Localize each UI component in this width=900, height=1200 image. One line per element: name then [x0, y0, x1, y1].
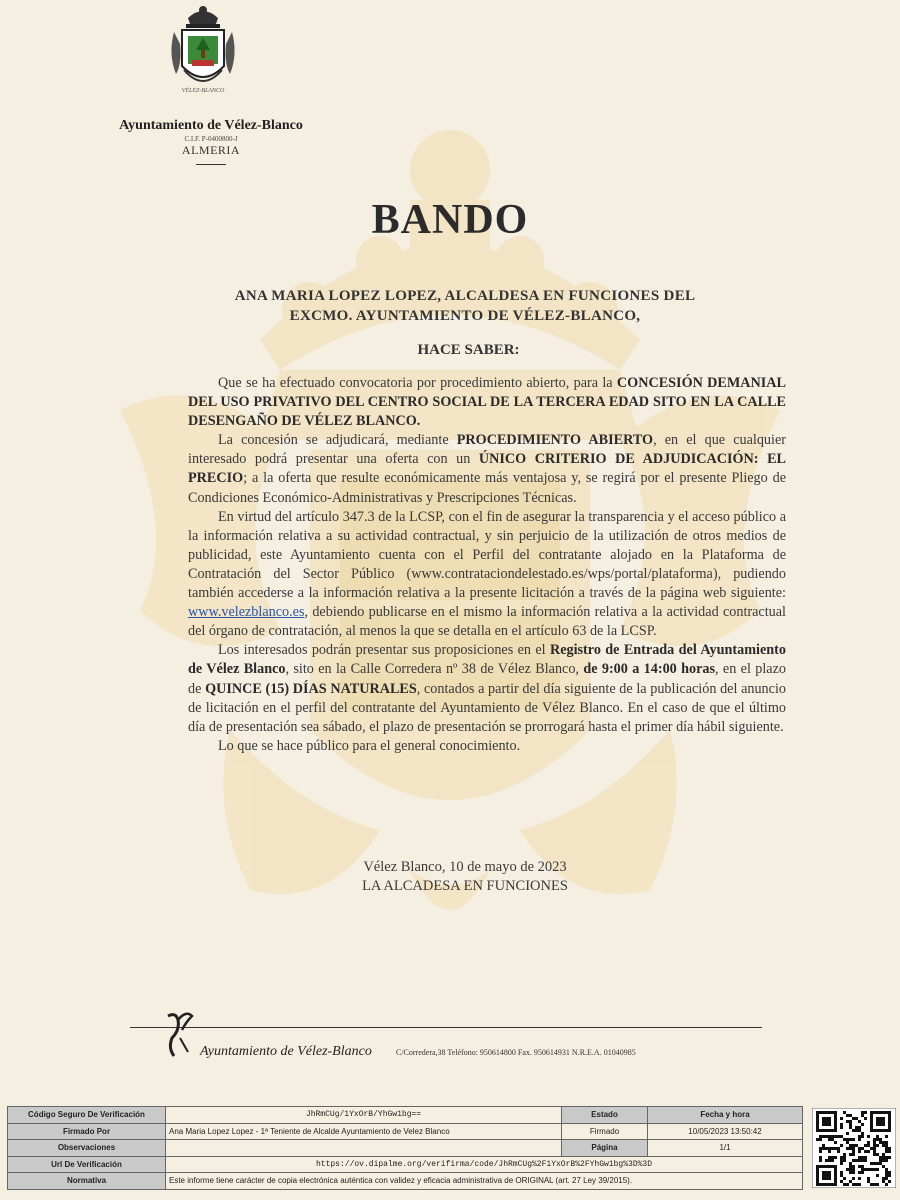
- document-title: BANDO: [371, 197, 529, 243]
- p4-bold-f: QUINCE (15) DÍAS NATURALES: [205, 680, 417, 697]
- paragraph-2: [188, 431, 786, 507]
- pagina-label: Página: [562, 1140, 648, 1157]
- website-link[interactable]: www.velezblanco.es: [188, 604, 305, 621]
- letterhead: [80, 118, 342, 165]
- paragraph-3: [188, 508, 786, 642]
- p2-text-e: ; a la oferta que resulte económicamente más ventajosa y, se regirá por el presente Pliego de Condiciones Económico-Administrativas y Prescripciones Técnicas.: [188, 470, 786, 506]
- pagina-value: 1/1: [648, 1140, 803, 1157]
- issuer-heading: [190, 286, 740, 326]
- url-label: Url De Verificación: [8, 1156, 166, 1173]
- p2-bold-b: PROCEDIMIENTO ABIERTO: [456, 432, 654, 449]
- letterhead-divider: [196, 164, 226, 165]
- p2-bold-d: ÚNICO CRITERIO DE ADJUDICACIÓN: EL PRECIO: [188, 451, 786, 487]
- table-row: [8, 1156, 803, 1173]
- org-province: ALMERIA: [181, 143, 241, 157]
- p1-bold: CONCESIÓN DEMANIAL DEL USO PRIVATIVO DEL CENTRO SOCIAL DE LA TERCERA EDAD SITO EN LA CALLE DESENGAÑO DE VÉLEZ BLANCO.: [188, 375, 786, 430]
- crest-caption: VÉLEZ-BLANCO: [181, 88, 225, 94]
- estado-label: Estado: [562, 1107, 648, 1124]
- p4-bold-d: de 9:00 a 14:00 horas: [583, 661, 716, 678]
- footer-logo-icon: [160, 1008, 200, 1060]
- place-date: Vélez Blanco, 10 de mayo de 2023: [363, 859, 567, 875]
- p3-text-a: En virtud del artículo 347.3 de la LCSP, con el fin de asegurar la transparencia y el acceso público a la información relativa a su actividad contractual, y sin perjuicio de la utilización de otros medios de publicidad, este Ayuntamiento cuenta con el Perfil del contratante alojado en la Plataforma de Contratación del Sector Público (www.contrataciondelestado.es/wps/portal/plataforma), pudiendo también accederse a la información relativa a la presente licitación a través de la página web siguiente:: [188, 508, 786, 602]
- normativa-value: Este informe tiene carácter de copia electrónica auténtica con validez y eficacia administrativa de ORIGINAL (art. 27 Ley 39/2015).: [166, 1173, 803, 1190]
- paragraph-4: [188, 641, 786, 736]
- p3-text-b: , debiendo publicarse en el mismo la información relativa a la actividad contractual del órgano de contratación, al menos la que se detalla en el artículo 63 de la LCSP.: [188, 604, 786, 640]
- p4-text-a: Los interesados podrán presentar sus proposiciones en el: [218, 642, 550, 659]
- document-body: [188, 374, 786, 756]
- footer-org-name: Ayuntamiento de Vélez-Blanco: [200, 1044, 372, 1059]
- verification-table: [7, 1106, 803, 1190]
- signer-role: LA ALCADESA EN FUNCIONES: [362, 878, 568, 894]
- p4-text-e: , en el plazo de: [188, 661, 786, 697]
- csv-label: Código Seguro De Verificación: [8, 1107, 166, 1124]
- verification-url[interactable]: https://ov.dipalme.org/verifirma/code/JhRmCUg%2F1YxOrB%2FYhGw1bg%3D%3D: [166, 1156, 803, 1173]
- issuer-heading-line1: ANA MARIA LOPEZ LOPEZ, ALCALDESA EN FUNCIONES DEL: [234, 288, 696, 304]
- firmado-label: Firmado Por: [8, 1123, 166, 1140]
- qr-code-icon[interactable]: [812, 1108, 896, 1188]
- fecha-label: Fecha y hora: [648, 1107, 803, 1124]
- fecha-value: 10/05/2023 13:50:42: [648, 1123, 803, 1140]
- table-row: [8, 1140, 803, 1157]
- paragraph-5: Lo que se hace público para el general conocimiento.: [218, 737, 521, 754]
- paragraph-1: [188, 374, 786, 431]
- p4-bold-b: Registro de Entrada del Ayuntamiento de Vélez Blanco: [188, 642, 786, 678]
- org-name: Ayuntamiento de Vélez-Blanco: [119, 118, 303, 133]
- municipal-crest-logo: [166, 4, 240, 100]
- footer-address: C/Corredera,38 Teléfono: 950614800 Fax. 950614931 N.R.E.A. 01040985: [396, 1048, 636, 1057]
- observaciones-value: [166, 1140, 562, 1157]
- observaciones-label: Observaciones: [8, 1140, 166, 1157]
- estado-value: Firmado: [562, 1123, 648, 1140]
- table-row: [8, 1173, 803, 1190]
- normativa-label: Normativa: [8, 1173, 166, 1190]
- org-cif: C.I.F. P-0400800-J: [184, 135, 238, 143]
- signature-block: [300, 858, 630, 896]
- p4-text-c: , sito en la Calle Corredera nº 38 de Vélez Blanco,: [285, 661, 584, 678]
- table-row: [8, 1123, 803, 1140]
- csv-value: JhRmCUg/1YxOrB/YhGw1bg==: [166, 1107, 562, 1124]
- p1-text: Que se ha efectuado convocatoria por procedimiento abierto, para la: [218, 375, 617, 391]
- p2-text-c: , en el que cualquier interesado podrá presentar una oferta con un: [188, 432, 786, 468]
- table-row: [8, 1107, 803, 1124]
- hace-saber-heading: HACE SABER:: [417, 342, 520, 358]
- p4-text-g: , contados a partir del día siguiente de la publicación del anuncio de licitación en el perfil del contratante del Ayuntamiento de Vélez Blanco. En el caso de que el último día de presentación sea sábado, el plazo de presentación se prorrogará hasta el primer día hábil siguiente.: [188, 680, 786, 735]
- issuer-heading-line2: EXCMO. AYUNTAMIENTO DE VÉLEZ-BLANCO,: [289, 308, 641, 324]
- footer-rule: [130, 1027, 762, 1028]
- firmado-value: Ana Maria Lopez Lopez - 1ª Teniente de Alcalde Ayuntamiento de Velez Blanco: [166, 1123, 562, 1140]
- p2-text-a: La concesión se adjudicará, mediante: [218, 432, 457, 449]
